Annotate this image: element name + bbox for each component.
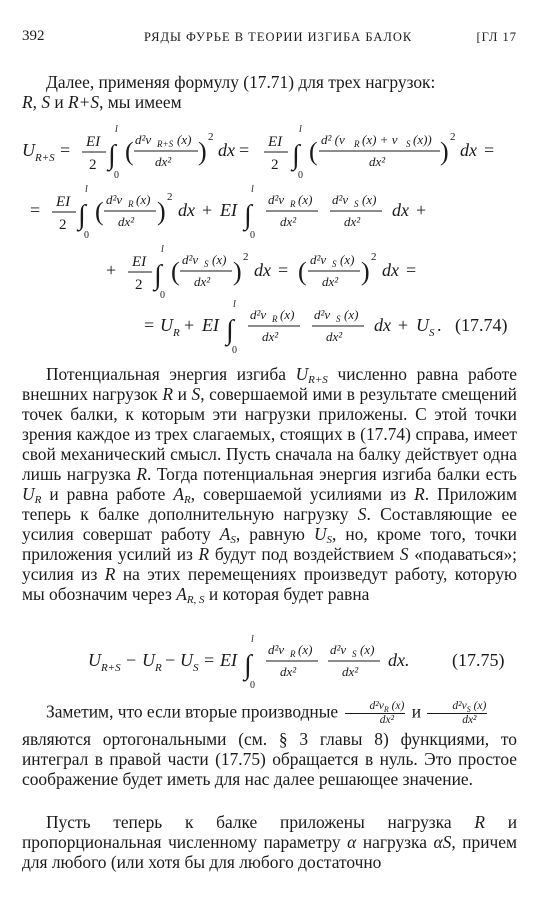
eq-label-17-74: (17.74) — [455, 315, 508, 335]
svg-text:dx: dx — [178, 200, 195, 220]
svg-text:U: U — [22, 140, 35, 160]
svg-text:(: ( — [125, 137, 134, 166]
svg-text:R+S: R+S — [35, 152, 55, 164]
paragraph-proportional-load: Пусть теперь к балке приложены нагрузка R и пропорциональная численному параметру α нагрузка αS, причем для любого (или хотя бы для любого достаточно — [22, 812, 518, 872]
svg-text:dx: dx — [254, 260, 271, 280]
svg-text:d²v: d²v — [310, 252, 327, 267]
svg-text:d²v: d²v — [182, 252, 199, 267]
svg-text:(x): (x) — [298, 642, 313, 657]
svg-text:d²v: d²v — [332, 192, 349, 207]
svg-text:=: = — [484, 140, 495, 160]
paragraph-second-derivatives: Заметим, что если вторые производные $\frac{d^2v_R (x)}{\text{dx²}}$ и $\frac{d^2v_S (x)}{\text{dx²}}$ являются ортогональными (см. § 3 главы 8) функциями, то интеграл в правой части (17.75) обращается в нуль. Это простое соображение будет иметь для нас далее решающее значение. — [22, 700, 517, 789]
svg-text:2: 2 — [450, 131, 456, 143]
svg-text:l: l — [233, 299, 236, 310]
eq-line-2 — [30, 184, 426, 241]
svg-text:dx²: dx² — [369, 154, 386, 169]
svg-text:(x): (x) — [362, 192, 377, 207]
svg-text:S: S — [204, 259, 209, 269]
svg-text:U: U — [416, 315, 429, 335]
svg-text:R: R — [290, 649, 296, 659]
svg-text:U: U — [88, 650, 101, 670]
svg-text:dx²: dx² — [280, 214, 297, 229]
svg-text:(: ( — [298, 257, 307, 286]
svg-text:(x): (x) — [280, 307, 295, 322]
svg-text:l: l — [299, 124, 302, 135]
svg-text:(: ( — [309, 137, 318, 166]
svg-text:(x): (x) — [344, 307, 359, 322]
svg-text:+: + — [202, 200, 213, 220]
svg-text:2: 2 — [59, 217, 67, 233]
svg-text:R: R — [272, 314, 278, 324]
svg-text:l: l — [251, 184, 254, 195]
svg-text:R: R — [155, 662, 162, 674]
svg-text:0: 0 — [232, 345, 237, 356]
svg-text:dx: dx — [374, 315, 391, 335]
svg-text:dx: dx — [218, 140, 235, 160]
svg-text:S: S — [354, 199, 359, 209]
svg-text:∫: ∫ — [108, 140, 116, 171]
svg-text:): ) — [440, 137, 449, 166]
svg-text:d²v: d²v — [268, 192, 285, 207]
svg-text:(x): (x) — [177, 132, 192, 147]
svg-text:∫: ∫ — [226, 315, 234, 346]
svg-text:dx²: dx² — [344, 214, 361, 229]
eq-line-1 — [22, 124, 494, 181]
svg-text:d²v: d²v — [106, 192, 123, 207]
svg-text:0: 0 — [160, 290, 165, 301]
svg-text:EI: EI — [202, 315, 219, 335]
svg-text:dx²: dx² — [155, 154, 172, 169]
svg-text:=: = — [60, 140, 71, 160]
svg-text:(: ( — [95, 197, 104, 226]
frac-d2vR: $\frac{d^2v_R (x)}{\text{dx²}}$ — [345, 700, 406, 727]
svg-text:R+S: R+S — [101, 662, 121, 674]
svg-text:(x)): (x)) — [413, 132, 432, 147]
svg-text:EI: EI — [220, 200, 237, 220]
svg-text:=: = — [239, 140, 250, 160]
intro-R-plus-S: R+S — [68, 92, 100, 112]
svg-text:EI: EI — [132, 254, 147, 270]
page-number: 392 — [22, 28, 45, 44]
svg-text:(x) + v: (x) + v — [362, 132, 398, 147]
svg-text:+: + — [398, 315, 409, 335]
eq-line-4 — [144, 299, 508, 356]
svg-text:+: + — [184, 315, 195, 335]
svg-text:(x): (x) — [340, 252, 355, 267]
svg-text:l: l — [115, 124, 118, 135]
svg-text:2: 2 — [135, 277, 143, 293]
svg-text:R: R — [173, 327, 180, 339]
svg-text:dx: dx — [382, 260, 399, 280]
svg-text:2: 2 — [243, 251, 249, 263]
equation-17-75 — [22, 630, 517, 702]
svg-text:dx.: dx. — [388, 650, 410, 670]
equation-17-74 — [22, 124, 517, 354]
svg-text:dx²: dx² — [342, 664, 359, 679]
paragraph-potential-energy: Потенциальная энергия изгиба $U_{R+S}$ численно равна работе внешних нагрузок R и S, совершаемой ими в результате смещений точек балки, к которым эти нагрузки приложены. С этой точки зрения каждое из трех слагаемых, стоящих в (17.74) справа, имеет свой механический смысл. Пусть сначала на балку действует одна лишь нагрузка R. Тогда потенциальная энергия изгиба балки есть $U_R$ и равна работе $A_R$, совершаемой усилиями из R. Приложим теперь к балке дополнительную нагрузку S. Составляющие ее усилия совершат работу $A_S$, равную $U_S$, но, кроме того, точки приложения усилий из R будут под воздействием S «подаваться»; усилия из R на этих перемещениях произведут работу, которую мы обозначим через $A_{R, S}$ и которая будет равна — [22, 364, 518, 606]
svg-text:dx: dx — [460, 140, 477, 160]
svg-text:d²v: d²v — [314, 307, 331, 322]
svg-text:dx²: dx² — [322, 274, 339, 289]
eq-label-17-75: (17.75) — [452, 650, 505, 670]
svg-text:R: R — [354, 139, 360, 149]
svg-text:d²v: d²v — [135, 132, 152, 147]
svg-text:): ) — [233, 257, 242, 286]
svg-text:EI: EI — [268, 134, 283, 150]
svg-text:l: l — [161, 244, 164, 255]
svg-text:R: R — [290, 199, 296, 209]
intro-line-1: Далее, применяя формулу (17.71) для трех нагрузок: — [46, 72, 436, 92]
frac-d2vS: $\frac{d^2v_S (x)}{\text{dx²}}$ — [427, 700, 487, 727]
svg-text:+: + — [416, 200, 427, 220]
svg-text:d²v: d²v — [330, 642, 347, 657]
svg-text:2: 2 — [271, 157, 279, 173]
svg-text:R: R — [128, 199, 134, 209]
svg-text:R+S: R+S — [157, 139, 174, 149]
svg-text:): ) — [157, 197, 166, 226]
svg-text:∫: ∫ — [154, 260, 162, 291]
svg-text:∫: ∫ — [78, 200, 86, 231]
svg-text:+: + — [106, 260, 117, 280]
svg-text:.: . — [437, 315, 442, 335]
svg-text:S: S — [406, 139, 411, 149]
svg-text:EI: EI — [220, 650, 237, 670]
svg-text:0: 0 — [298, 170, 303, 181]
svg-text:0: 0 — [250, 680, 255, 691]
svg-text:∫: ∫ — [292, 140, 300, 171]
svg-text:2: 2 — [89, 157, 97, 173]
svg-text:0: 0 — [114, 170, 119, 181]
svg-text:∫: ∫ — [244, 200, 252, 231]
svg-text:−: − — [165, 650, 176, 670]
svg-text:=: = — [204, 650, 215, 670]
svg-text:=: = — [144, 315, 155, 335]
intro-paragraph: Далее, применяя формулу (17.71) для трех нагрузок: R, S и R+S, мы имеем — [22, 72, 436, 112]
svg-text:=: = — [406, 260, 417, 280]
svg-text:d²v: d²v — [250, 307, 267, 322]
running-header — [22, 28, 517, 50]
svg-text:d² (v: d² (v — [321, 132, 345, 147]
chapter-marker: [ГЛ 17 — [476, 30, 517, 44]
svg-text:l: l — [251, 634, 254, 645]
svg-text:S: S — [336, 314, 341, 324]
svg-text:=: = — [278, 260, 289, 280]
svg-text:d²v: d²v — [268, 642, 285, 657]
svg-text:S: S — [332, 259, 337, 269]
svg-text:2: 2 — [371, 251, 377, 263]
svg-text:U: U — [142, 650, 155, 670]
svg-text:l: l — [85, 184, 88, 195]
svg-text:dx²: dx² — [118, 214, 135, 229]
svg-text:−: − — [126, 650, 137, 670]
svg-text:EI: EI — [86, 134, 101, 150]
svg-text:U: U — [160, 315, 173, 335]
svg-text:dx²: dx² — [326, 329, 343, 344]
svg-text:): ) — [198, 137, 207, 166]
svg-text:(x): (x) — [212, 252, 227, 267]
intro-R-S: R, S — [22, 92, 51, 112]
svg-text:S: S — [429, 327, 435, 339]
running-title: РЯДЫ ФУРЬЕ В ТЕОРИИ ИЗГИБА БАЛОК — [144, 30, 413, 44]
svg-text:S: S — [193, 662, 199, 674]
svg-text:2: 2 — [208, 131, 214, 143]
svg-text:(x): (x) — [298, 192, 313, 207]
svg-text:(x): (x) — [136, 192, 151, 207]
svg-text:S: S — [352, 649, 357, 659]
eq-line-3 — [106, 244, 416, 301]
svg-text:dx: dx — [392, 200, 409, 220]
svg-text:(x): (x) — [360, 642, 375, 657]
svg-text:0: 0 — [84, 230, 89, 241]
svg-text:0: 0 — [250, 230, 255, 241]
svg-text:): ) — [361, 257, 370, 286]
svg-text:(: ( — [171, 257, 180, 286]
svg-text:EI: EI — [56, 194, 71, 210]
svg-text:2: 2 — [167, 191, 173, 203]
svg-text:∫: ∫ — [244, 650, 252, 681]
svg-text:dx²: dx² — [280, 664, 297, 679]
svg-text:dx²: dx² — [194, 274, 211, 289]
svg-text:U: U — [180, 650, 193, 670]
svg-text:dx²: dx² — [262, 329, 279, 344]
svg-text:=: = — [30, 200, 41, 220]
